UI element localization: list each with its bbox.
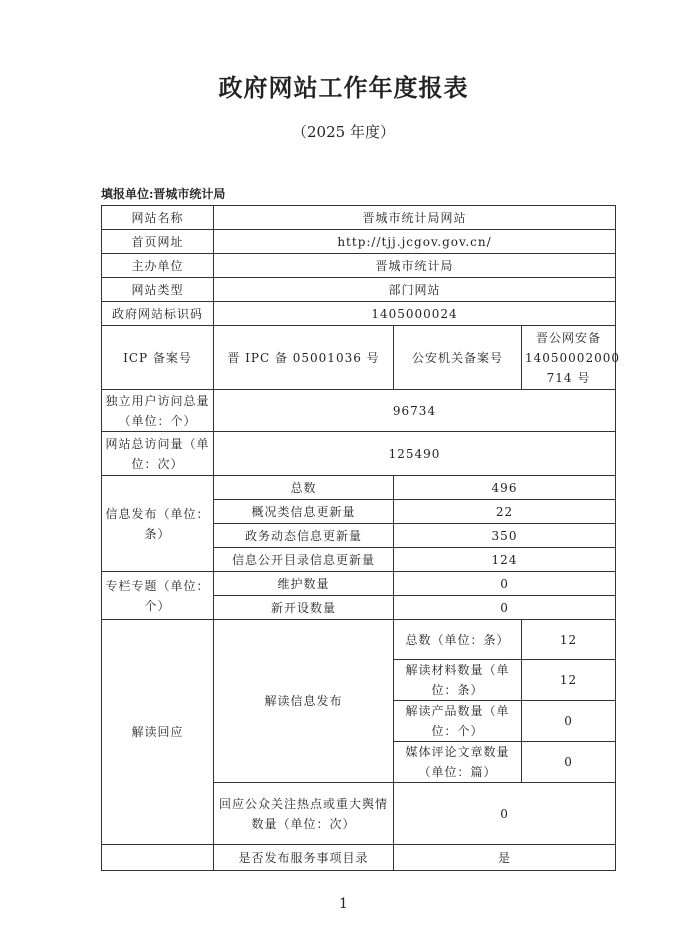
sub-label: 信息公开目录信息更新量 (214, 548, 394, 572)
service-catalog-value: 是 (394, 845, 616, 871)
row-label: 首页网址 (102, 230, 214, 254)
row-label: 主办单位 (102, 254, 214, 278)
sub-label: 是否发布服务事项目录 (214, 845, 394, 871)
police-record-value: 晋公网安备 14050002000 714 号 (522, 326, 616, 390)
table-row (102, 254, 616, 278)
sub-label: 新开设数量 (214, 596, 394, 620)
page-number: 1 (339, 896, 348, 912)
news-update-value: 350 (394, 524, 616, 548)
interp-material-value: 12 (522, 660, 616, 701)
filing-unit: 填报单位:晋城市统计局 (101, 187, 226, 201)
row-label: 网站总访问量（单位：次） (102, 432, 214, 476)
sub-item-label: 解读材料数量（单位：条） (394, 660, 522, 701)
disclosure-update-value: 124 (394, 548, 616, 572)
table-row (102, 302, 616, 326)
sub-label: 政务动态信息更新量 (214, 524, 394, 548)
table-row (102, 390, 616, 432)
sub-label: 概况类信息更新量 (214, 500, 394, 524)
police-record-label: 公安机关备案号 (394, 326, 522, 390)
response-count-value: 0 (394, 783, 616, 845)
sub-item-label: 媒体评论文章数量（单位：篇） (394, 742, 522, 783)
interp-total-value: 12 (522, 620, 616, 660)
new-columns-value: 0 (394, 596, 616, 620)
interp-product-value: 0 (522, 701, 616, 742)
table-row (102, 326, 616, 390)
info-total-value: 496 (394, 476, 616, 500)
table-row (102, 206, 616, 230)
site-type-value: 部门网站 (214, 278, 616, 302)
sub-label: 维护数量 (214, 572, 394, 596)
table-row (102, 476, 616, 500)
table-row (102, 230, 616, 254)
row-label (102, 845, 214, 871)
table-row (102, 620, 616, 660)
sponsor-value: 晋城市统计局 (214, 254, 616, 278)
icp-value: 晋 IPC 备 05001036 号 (214, 326, 394, 390)
row-label: 网站类型 (102, 278, 214, 302)
row-label: 专栏专题（单位：个） (102, 572, 214, 620)
site-name-value: 晋城市统计局网站 (214, 206, 616, 230)
table-row (102, 845, 616, 871)
row-label: 政府网站标识码 (102, 302, 214, 326)
total-visits-value: 125490 (214, 432, 616, 476)
sub-item-label: 总数（单位：条） (394, 620, 522, 660)
overview-update-value: 22 (394, 500, 616, 524)
table-row (102, 432, 616, 476)
report-year: （2025 年度） (292, 123, 395, 141)
site-id-value: 1405000024 (214, 302, 616, 326)
row-label: 信息发布（单位：条） (102, 476, 214, 572)
maintained-columns-value: 0 (394, 572, 616, 596)
table-row (102, 572, 616, 596)
unique-visitors-value: 96734 (214, 390, 616, 432)
sub-label: 总数 (214, 476, 394, 500)
sub-label: 回应公众关注热点或重大舆情数量（单位：次） (214, 783, 394, 845)
report-table (101, 205, 620, 871)
row-label: 网站名称 (102, 206, 214, 230)
row-label: 独立用户访问总量（单位：个） (102, 390, 214, 432)
home-url-value: http://tjj.jcgov.gov.cn/ (214, 230, 616, 254)
table-row (102, 278, 616, 302)
sub-label: 解读信息发布 (214, 620, 394, 783)
row-label: ICP 备案号 (102, 326, 214, 390)
report-title: 政府网站工作年度报表 (218, 74, 469, 102)
sub-item-label: 解读产品数量（单位：个） (394, 701, 522, 742)
media-article-value: 0 (522, 742, 616, 783)
row-label: 解读回应 (102, 620, 214, 845)
